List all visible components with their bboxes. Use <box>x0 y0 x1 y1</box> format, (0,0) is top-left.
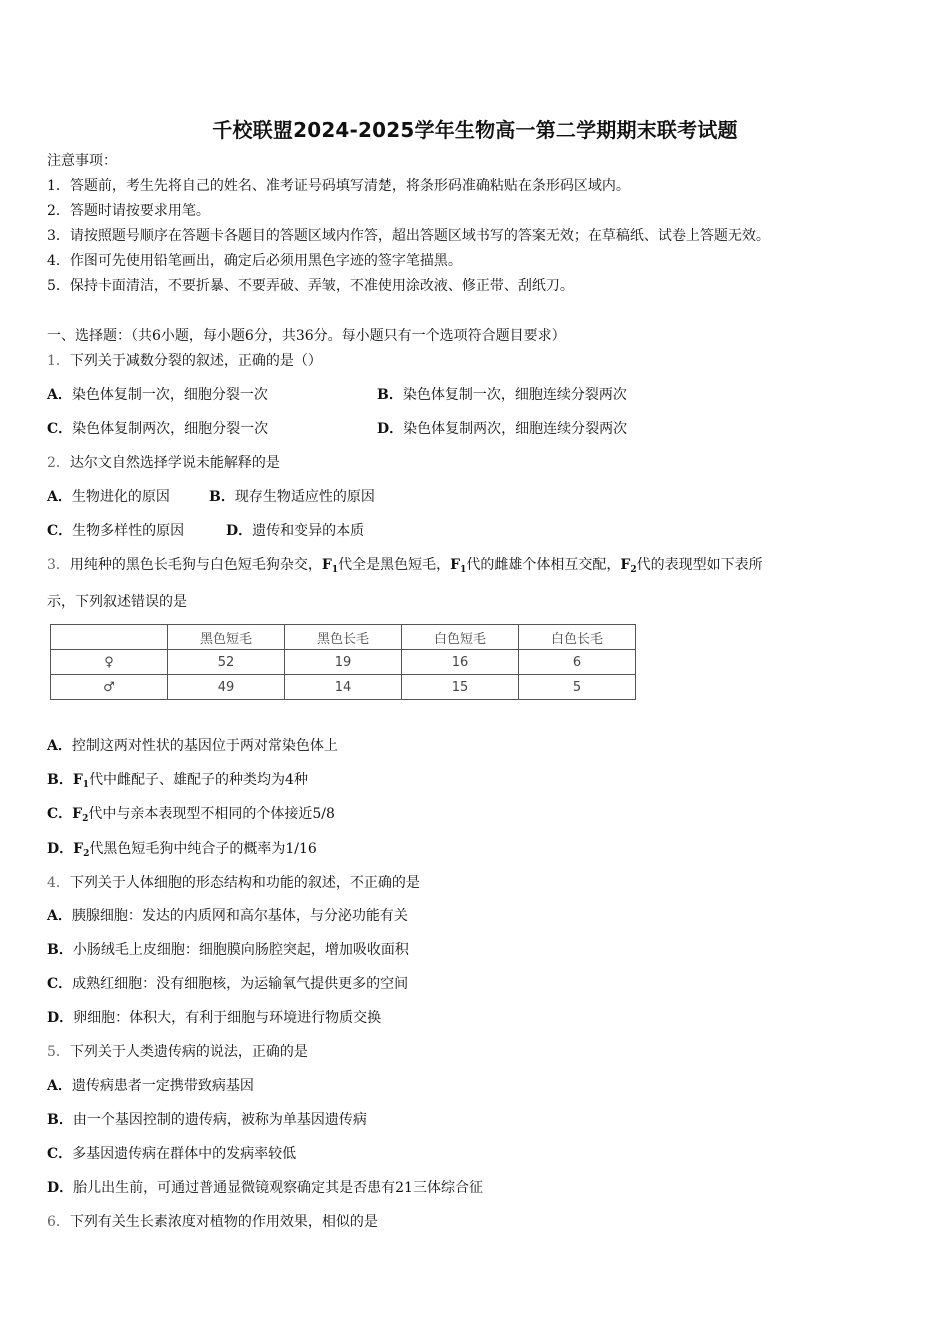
notice-item: 1．答题前，考生先将自己的姓名、准考证号码填写清楚，将条形码准确粘贴在条形码区域内。 <box>47 178 630 194</box>
question-3-stem-continued: 示，下列叙述错误的是 <box>47 594 187 610</box>
q3-option-d[interactable]: D．$F_2$代黑色短毛狗中纯合子的概率为1/16 <box>47 841 317 859</box>
question-2-stem: 2．达尔文自然选择学说未能解释的是 <box>47 455 280 471</box>
q5-option-d[interactable]: D．胎儿出生前，可通过普通显微镜观察确定其是否患有21三体综合征 <box>47 1180 483 1196</box>
question-number: 5． <box>47 1044 70 1060</box>
q2-option-c[interactable]: C．生物多样性的原因 <box>47 523 185 539</box>
q1-option-a[interactable]: A．染色体复制一次，细胞分裂一次 <box>47 387 268 403</box>
q4-option-a[interactable]: A．胰腺细胞：发达的内质网和高尔基体，与分泌功能有关 <box>47 908 408 924</box>
question-1-stem: 1．下列关于减数分裂的叙述，正确的是（） <box>47 353 322 369</box>
q1-option-b[interactable]: B．染色体复制一次，细胞连续分裂两次 <box>377 387 627 403</box>
notice-item: 3．请按照题号顺序在答题卡各题目的答题区域内作答，超出答题区域书写的答案无效；在草稿纸、试卷上答题无效。 <box>47 228 770 244</box>
q3-option-a[interactable]: A．控制这两对性状的基因位于两对常染色体上 <box>47 738 338 754</box>
notice-item: 4．作图可先使用铅笔画出，确定后必须用黑色字迹的签字笔描黑。 <box>47 253 462 269</box>
q4-option-b[interactable]: B．小肠绒毛上皮细胞：细胞膜向肠腔突起，增加吸收面积 <box>47 942 409 958</box>
q2-option-a[interactable]: A．生物进化的原因 <box>47 489 170 505</box>
question-number: 4． <box>47 875 70 891</box>
q4-option-d[interactable]: D．卵细胞：体积大，有利于细胞与环境进行物质交换 <box>47 1010 382 1026</box>
page-title: 千校联盟2024-2025学年生物高一第二学期期末联考试题 <box>212 118 738 142</box>
notice-item: 2．答题时请按要求用笔。 <box>47 203 210 219</box>
table-row: ♀ 52 19 16 6 <box>51 650 636 675</box>
q2-option-b[interactable]: B．现存生物适应性的原因 <box>209 489 375 505</box>
q5-option-c[interactable]: C．多基因遗传病在群体中的发病率较低 <box>47 1146 297 1162</box>
question-4-stem: 4．下列关于人体细胞的形态结构和功能的叙述，不正确的是 <box>47 875 420 891</box>
phenotype-table <box>50 624 636 700</box>
notice-item: 5．保持卡面清洁，不要折暴、不要弄破、弄皱，不准使用涂改液、修正带、刮纸刀。 <box>47 278 574 294</box>
notice-heading: 注意事项： <box>47 153 117 169</box>
q1-option-c[interactable]: C．染色体复制两次，细胞分裂一次 <box>47 421 269 437</box>
question-number: 6． <box>47 1214 70 1230</box>
table-header-row: 黑色短毛 黑色长毛 白色短毛 白色长毛 <box>51 625 636 650</box>
q3-option-b[interactable]: B．$F_1$代中雌配子、雄配子的种类均为4种 <box>47 772 308 790</box>
q3-option-c[interactable]: C．$F_2$代中与亲本表现型不相同的个体接近5/8 <box>47 806 335 824</box>
table-row: ♂ 49 14 15 5 <box>51 675 636 700</box>
male-symbol: ♂ <box>51 675 168 700</box>
question-number: 1． <box>47 353 70 369</box>
q5-option-b[interactable]: B．由一个基因控制的遗传病，被称为单基因遗传病 <box>47 1112 367 1128</box>
question-5-stem: 5．下列关于人类遗传病的说法，正确的是 <box>47 1044 308 1060</box>
q1-option-d[interactable]: D．染色体复制两次，细胞连续分裂两次 <box>377 421 628 437</box>
question-number: 3． <box>47 557 70 573</box>
q5-option-a[interactable]: A．遗传病患者一定携带致病基因 <box>47 1078 254 1094</box>
q4-option-c[interactable]: C．成熟红细胞：没有细胞核，为运输氧气提供更多的空间 <box>47 976 409 992</box>
section-heading: 一、选择题：（共6小题，每小题6分，共36分。每小题只有一个选项符合题目要求） <box>47 328 566 344</box>
question-3-stem: 3．用纯种的黑色长毛狗与白色短毛狗杂交，$F_1$代全是黑色短毛，$F_1$代的雌雄个体相互交配，$F_2$代的表现型如下表所 <box>47 557 763 575</box>
q2-option-d[interactable]: D．遗传和变异的本质 <box>226 523 365 539</box>
question-number: 2． <box>47 455 70 471</box>
female-symbol: ♀ <box>51 650 168 675</box>
question-6-stem: 6．下列有关生长素浓度对植物的作用效果，相似的是 <box>47 1214 378 1230</box>
